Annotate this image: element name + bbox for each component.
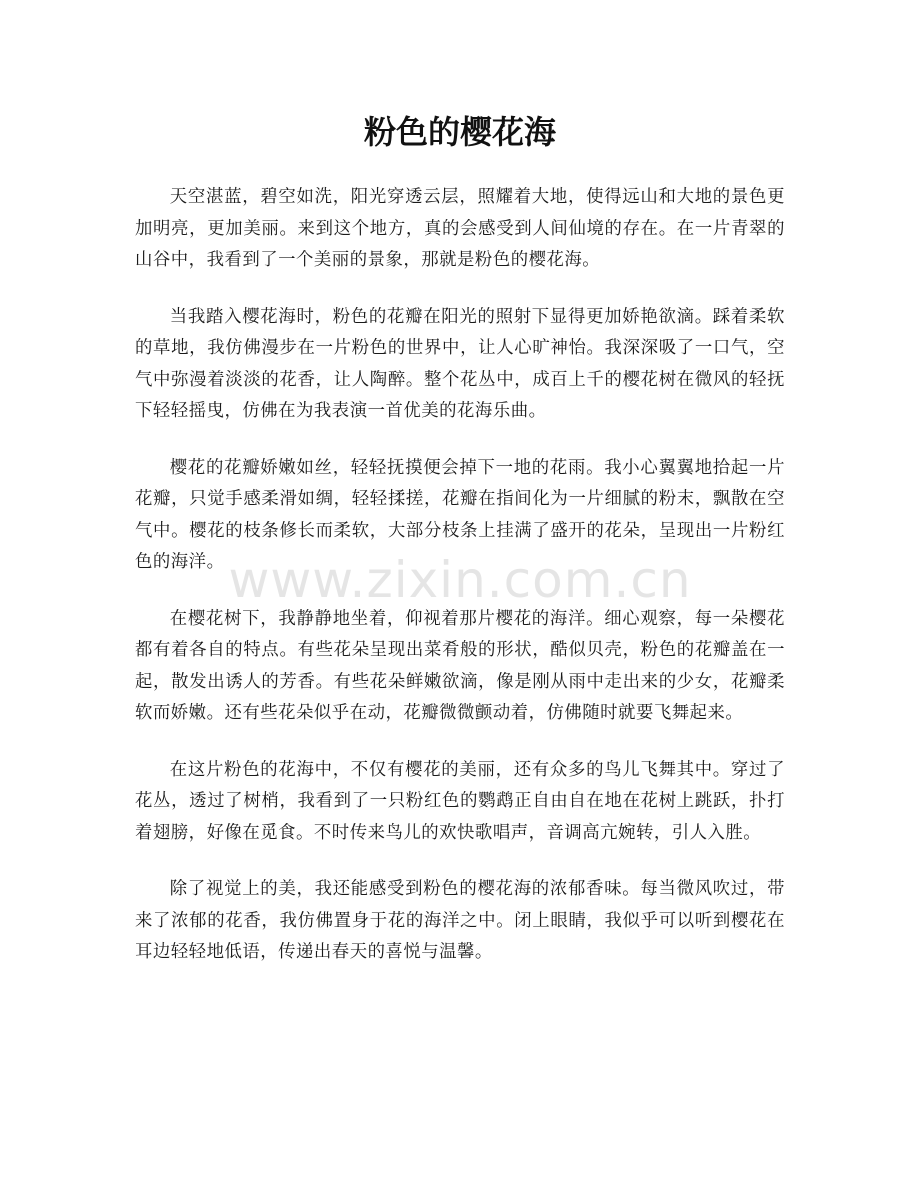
paragraph: 天空湛蓝，碧空如洗，阳光穿透云层，照耀着大地，使得远山和大地的景色更加明亮，更加美丽。来到这个地方，真的会感受到人间仙境的存在。在一片青翠的山谷中，我看到了一个美丽的景象，那就是粉色的樱花海。 — [135, 187, 785, 270]
watermark: www.zixin.com.cn — [228, 551, 692, 609]
paragraph: 在这片粉色的花海中，不仅有樱花的美丽，还有众多的鸟儿飞舞其中。穿过了花丛，透过了树梢，我看到了一只粉红色的鹦鹉正自由自在地在花树上跳跃，扑打着翅膀，好像在觅食。不时传来鸟儿的欢快歌唱声，音调高亢婉转，引人入胜。 — [135, 759, 785, 843]
paragraph: 除了视觉上的美，我还能感受到粉色的樱花海的浓郁香味。每当微风吹过，带来了浓郁的花香，我仿佛置身于花的海洋之中。闭上眼睛，我似乎可以听到樱花在耳边轻轻地低语，传递出春天的喜悦与温馨。 — [135, 879, 785, 962]
document-title: 粉色的樱花海 — [363, 113, 556, 151]
paragraph: 当我踏入樱花海时，粉色的花瓣在阳光的照射下显得更加娇艳欲滴。踩着柔软的草地，我仿佛漫步在一片粉色的世界中，让人心旷神怡。我深深吸了一口气，空气中弥漫着淡淡的花香，让人陶醉。整个花丛中，成百上千的樱花树在微风的轻抚下轻轻摇曳，仿佛在为我表演一首优美的花海乐曲。 — [135, 306, 785, 421]
paragraph: 在樱花树下，我静静地坐着，仰视着那片樱花的海洋。细心观察，每一朵樱花都有着各自的特点。有些花朵呈现出菜肴般的形状，酷似贝壳，粉色的花瓣盖在一起，散发出诱人的芳香。有些花朵鲜嫩欲滴，像是刚从雨中走出来的少女，花瓣柔软而娇嫩。还有些花朵似乎在动，花瓣微微颤动着，仿佛随时就要飞舞起来。 — [135, 608, 785, 723]
document-body — [135, 182, 785, 994]
paragraph: 樱花的花瓣娇嫩如丝，轻轻抚摸便会掉下一地的花雨。我小心翼翼地拾起一片花瓣，只觉手感柔滑如绸，轻轻揉搓，花瓣在指间化为一片细腻的粉末，飘散在空气中。樱花的枝条修长而柔软，大部分枝条上挂满了盛开的花朵，呈现出一片粉红色的海洋。 — [135, 457, 785, 572]
